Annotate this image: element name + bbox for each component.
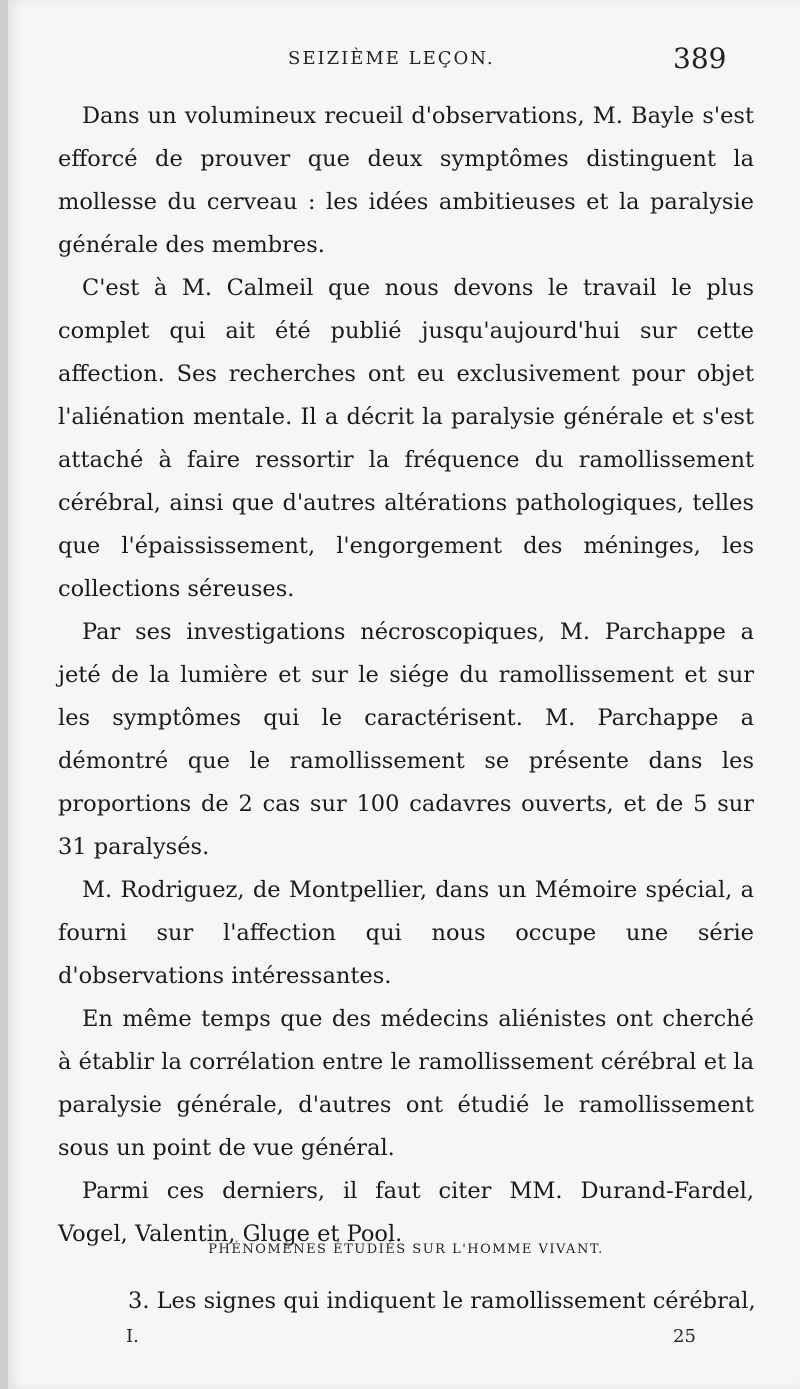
book-page xyxy=(8,0,800,1389)
paragraph-derniers: Parmi ces derniers, il faut citer MM. Durand-Fardel, Vogel, Valentin, Gluge et Pool. xyxy=(58,1178,754,1247)
volume-mark: I. xyxy=(126,1326,139,1347)
page-number: 389 xyxy=(673,42,727,75)
body-text xyxy=(58,95,754,1256)
paragraph-alienistes: En même temps que des médecins aliénistes ont cherché à établir la corrélation entre le ramollissement cérébral et la paralysie générale, d'autres ont étudié le ramollissement sous un point de vue général. xyxy=(58,1006,754,1161)
paragraph-bayle: Dans un volumineux recueil d'observations, M. Bayle s'est efforcé de prouver que deux symptômes distinguent la mollesse du cerveau : les idées ambitieuses et la paralysie générale des membres. xyxy=(58,103,754,258)
paragraph-parchappe: Par ses investigations nécroscopiques, M. Parchappe a jeté de la lumière et sur le siége du ramollissement et sur les symptômes qui le caractérisent. M. Parchappe a démontré que le ramollissement se présente dans les proportions de 2 cas sur 100 cadavres ouverts, et de 5 sur 31 paralysés. xyxy=(58,619,754,860)
section-first-line: 3. Les signes qui indiquent le ramollissement cérébral, xyxy=(128,1288,756,1314)
paragraph-rodriguez: M. Rodriguez, de Montpellier, dans un Mémoire spécial, a fourni sur l'affection qui nous occupe une série d'observations intéressantes. xyxy=(58,877,754,989)
page-header xyxy=(8,42,800,82)
running-title: SEIZIÈME LEÇON. xyxy=(288,48,495,69)
section-heading: PHÉNOMÈNES ÉTUDIÉS SUR L'HOMME VIVANT. xyxy=(208,1242,604,1257)
page-footer xyxy=(8,1326,800,1356)
paragraph-calmeil: C'est à M. Calmeil que nous devons le travail le plus complet qui ait été publié jusqu'aujourd'hui sur cette affection. Ses recherches ont eu exclusivement pour objet l'aliénation mentale. Il a décrit la paralysie générale et s'est attaché à faire ressortir la fréquence du ramollissement cérébral, ainsi que d'autres altérations pathologiques, telles que l'épaississement, l'engorgement des méninges, les collections séreuses. xyxy=(58,275,754,602)
signature-mark: 25 xyxy=(673,1326,696,1347)
